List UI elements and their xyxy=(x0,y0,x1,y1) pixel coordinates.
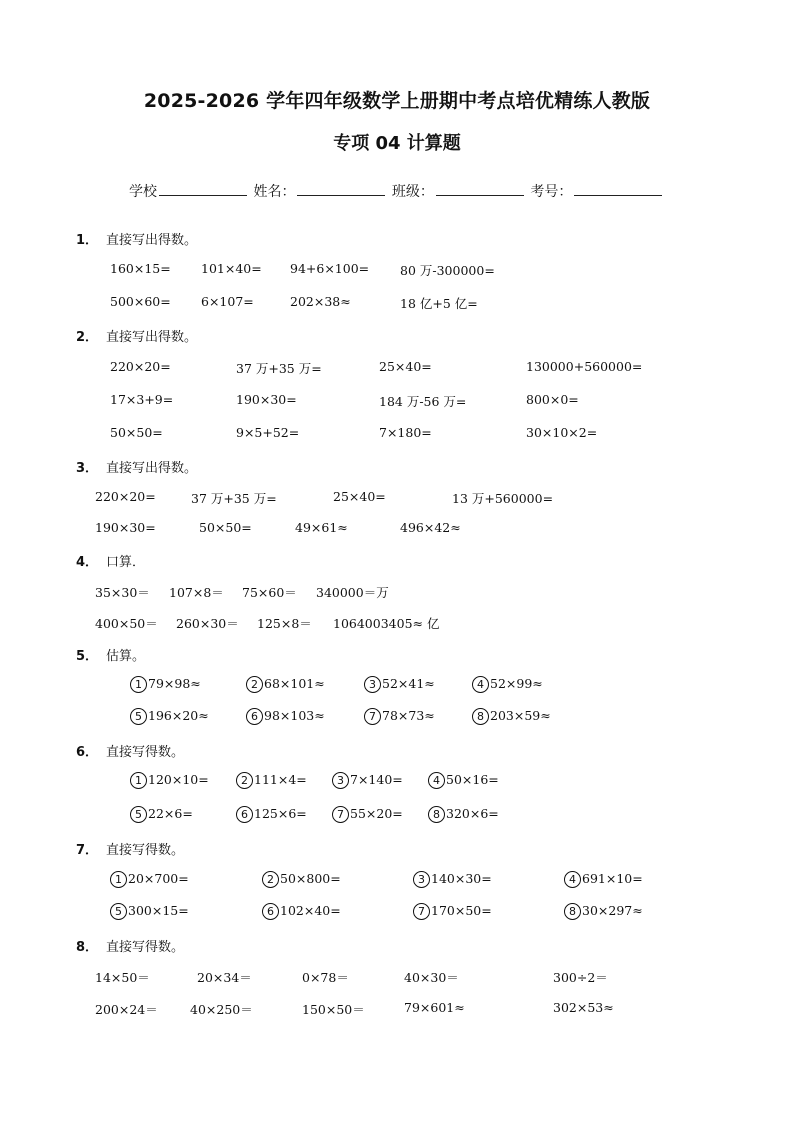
class-label: 班级： xyxy=(391,184,434,200)
expression: 260×30＝ xyxy=(176,616,239,631)
expression: 300÷2＝ xyxy=(553,970,608,985)
circled-number: 5 xyxy=(130,806,147,823)
expression-text: 78×73≈ xyxy=(382,708,435,723)
question-number: 8． xyxy=(76,940,99,955)
question-2-heading xyxy=(76,326,197,345)
expression xyxy=(564,871,643,888)
expression: 17×3+9= xyxy=(110,392,174,407)
expression-text: 140×30= xyxy=(431,871,492,886)
expression xyxy=(246,676,325,693)
expression: 107×8＝ xyxy=(169,585,224,600)
expression xyxy=(130,806,193,823)
expression xyxy=(130,676,201,693)
expression: 496×42≈ xyxy=(400,520,461,535)
expression-text: 52×99≈ xyxy=(490,676,543,691)
question-label: 直接写出得数。 xyxy=(106,461,198,476)
expression-text: 170×50= xyxy=(431,903,492,918)
expression-text: 320×6= xyxy=(446,806,499,821)
question-3-heading xyxy=(76,457,197,476)
question-5-heading xyxy=(76,645,145,664)
expression: 130000+560000= xyxy=(526,359,643,374)
expression-text: 203×59≈ xyxy=(490,708,551,723)
expression-text: 79×98≈ xyxy=(148,676,201,691)
expression: 25×40= xyxy=(379,359,432,374)
expression xyxy=(428,772,499,789)
expression xyxy=(246,708,325,725)
expression: 37 万+35 万= xyxy=(191,491,277,506)
expression: 80 万-300000= xyxy=(400,263,495,278)
expression xyxy=(262,871,341,888)
expression: 75×60＝ xyxy=(242,585,297,600)
circled-number: 4 xyxy=(564,871,581,888)
circled-number: 6 xyxy=(246,708,263,725)
expression: 190×30= xyxy=(236,392,297,407)
expression: 94+6×100= xyxy=(290,261,370,276)
circled-number: 8 xyxy=(564,903,581,920)
expression xyxy=(413,903,492,920)
expression: 220×20= xyxy=(110,359,171,374)
expression: 50×50= xyxy=(110,425,163,440)
expression: 20×34＝ xyxy=(197,970,252,985)
number-blank[interactable] xyxy=(574,181,662,196)
expression: 13 万+560000= xyxy=(452,491,554,506)
class-blank[interactable] xyxy=(436,181,524,196)
expression: 340000＝万 xyxy=(316,585,389,600)
expression-text: 111×4= xyxy=(254,772,307,787)
expression: 200×24＝ xyxy=(95,1002,158,1017)
question-label: 估算。 xyxy=(106,649,146,664)
expression: 30×10×2= xyxy=(526,425,598,440)
circled-number: 3 xyxy=(413,871,430,888)
circled-number: 2 xyxy=(236,772,253,789)
expression-text: 691×10= xyxy=(582,871,643,886)
expression xyxy=(262,903,341,920)
circled-number: 1 xyxy=(130,772,147,789)
expression: 79×601≈ xyxy=(404,1000,465,1015)
expression: 7×180= xyxy=(379,425,432,440)
expression: 1064003405≈ 亿 xyxy=(333,616,440,631)
expression-text: 55×20= xyxy=(350,806,403,821)
expression: 14×50＝ xyxy=(95,970,150,985)
question-1-heading xyxy=(76,229,197,248)
expression: 6×107= xyxy=(201,294,254,309)
expression-text: 50×800= xyxy=(280,871,341,886)
expression-text: 22×6= xyxy=(148,806,193,821)
expression-text: 30×297≈ xyxy=(582,903,643,918)
expression: 101×40= xyxy=(201,261,262,276)
question-7-heading xyxy=(76,839,184,858)
expression: 202×38≈ xyxy=(290,294,351,309)
expression xyxy=(413,871,492,888)
circled-number: 2 xyxy=(246,676,263,693)
expression: 220×20= xyxy=(95,489,156,504)
expression xyxy=(428,806,499,823)
expression: 40×250＝ xyxy=(190,1002,253,1017)
expression: 49×61≈ xyxy=(295,520,348,535)
expression-text: 7×140= xyxy=(350,772,403,787)
name-blank[interactable] xyxy=(297,181,385,196)
expression: 400×50＝ xyxy=(95,616,158,631)
circled-number: 6 xyxy=(262,903,279,920)
circled-number: 3 xyxy=(332,772,349,789)
question-8-heading xyxy=(76,936,184,955)
question-label: 直接写得数。 xyxy=(106,843,185,858)
question-number: 7． xyxy=(76,843,99,858)
expression xyxy=(130,772,209,789)
name-label: 姓名： xyxy=(253,184,296,200)
circled-number: 4 xyxy=(472,676,489,693)
number-label: 考号： xyxy=(530,184,573,200)
question-number: 6． xyxy=(76,745,99,760)
question-number: 3． xyxy=(76,461,99,476)
question-label: 直接写得数。 xyxy=(106,745,185,760)
expression-text: 125×6= xyxy=(254,806,307,821)
question-number: 4． xyxy=(76,555,99,570)
expression: 40×30＝ xyxy=(404,970,459,985)
expression-text: 20×700= xyxy=(128,871,189,886)
expression xyxy=(332,806,403,823)
question-label: 直接写得数。 xyxy=(106,940,185,955)
question-4-heading xyxy=(76,551,145,570)
question-number: 2． xyxy=(76,330,99,345)
circled-number: 7 xyxy=(413,903,430,920)
expression: 190×30= xyxy=(95,520,156,535)
circled-number: 8 xyxy=(472,708,489,725)
expression: 50×50= xyxy=(199,520,252,535)
expression xyxy=(130,708,209,725)
expression xyxy=(364,708,435,725)
expression xyxy=(236,806,307,823)
expression: 302×53≈ xyxy=(553,1000,614,1015)
question-label: 直接写出得数。 xyxy=(106,233,198,248)
expression xyxy=(236,772,307,789)
expression: 35×30＝ xyxy=(95,585,150,600)
circled-number: 3 xyxy=(364,676,381,693)
expression xyxy=(472,708,551,725)
expression xyxy=(564,903,643,920)
expression-text: 120×10= xyxy=(148,772,209,787)
circled-number: 6 xyxy=(236,806,253,823)
circled-number: 1 xyxy=(130,676,147,693)
page-title: 2025-2026 学年四年级数学上册期中考点培优精练人教版 xyxy=(143,90,651,112)
student-info-line xyxy=(129,181,664,201)
expression-text: 98×103≈ xyxy=(264,708,325,723)
question-number: 1． xyxy=(76,233,99,248)
question-label: 直接写出得数。 xyxy=(106,330,198,345)
circled-number: 2 xyxy=(262,871,279,888)
expression: 800×0= xyxy=(526,392,579,407)
circled-number: 7 xyxy=(364,708,381,725)
expression xyxy=(110,903,189,920)
expression-text: 196×20≈ xyxy=(148,708,209,723)
expression: 37 万+35 万= xyxy=(236,361,322,376)
page-subtitle: 专项 04 计算题 xyxy=(333,133,461,154)
expression: 9×5+52= xyxy=(236,425,300,440)
circled-number: 5 xyxy=(110,903,127,920)
circled-number: 5 xyxy=(130,708,147,725)
question-number: 5． xyxy=(76,649,99,664)
expression-text: 50×16= xyxy=(446,772,499,787)
expression xyxy=(364,676,435,693)
expression-text: 300×15= xyxy=(128,903,189,918)
question-label: 口算． xyxy=(106,555,146,570)
expression: 18 亿+5 亿= xyxy=(400,296,478,311)
expression: 150×50＝ xyxy=(302,1002,365,1017)
expression xyxy=(332,772,403,789)
expression: 160×15= xyxy=(110,261,171,276)
circled-number: 1 xyxy=(110,871,127,888)
expression: 25×40= xyxy=(333,489,386,504)
expression: 184 万-56 万= xyxy=(379,394,467,409)
expression-text: 68×101≈ xyxy=(264,676,325,691)
expression-text: 52×41≈ xyxy=(382,676,435,691)
school-blank[interactable] xyxy=(159,181,247,196)
expression xyxy=(110,871,189,888)
circled-number: 4 xyxy=(428,772,445,789)
circled-number: 7 xyxy=(332,806,349,823)
expression-text: 102×40= xyxy=(280,903,341,918)
expression: 125×8＝ xyxy=(257,616,312,631)
question-6-heading xyxy=(76,741,184,760)
school-label: 学校 xyxy=(129,184,157,200)
circled-number: 8 xyxy=(428,806,445,823)
expression: 500×60= xyxy=(110,294,171,309)
expression: 0×78＝ xyxy=(302,970,349,985)
expression xyxy=(472,676,543,693)
